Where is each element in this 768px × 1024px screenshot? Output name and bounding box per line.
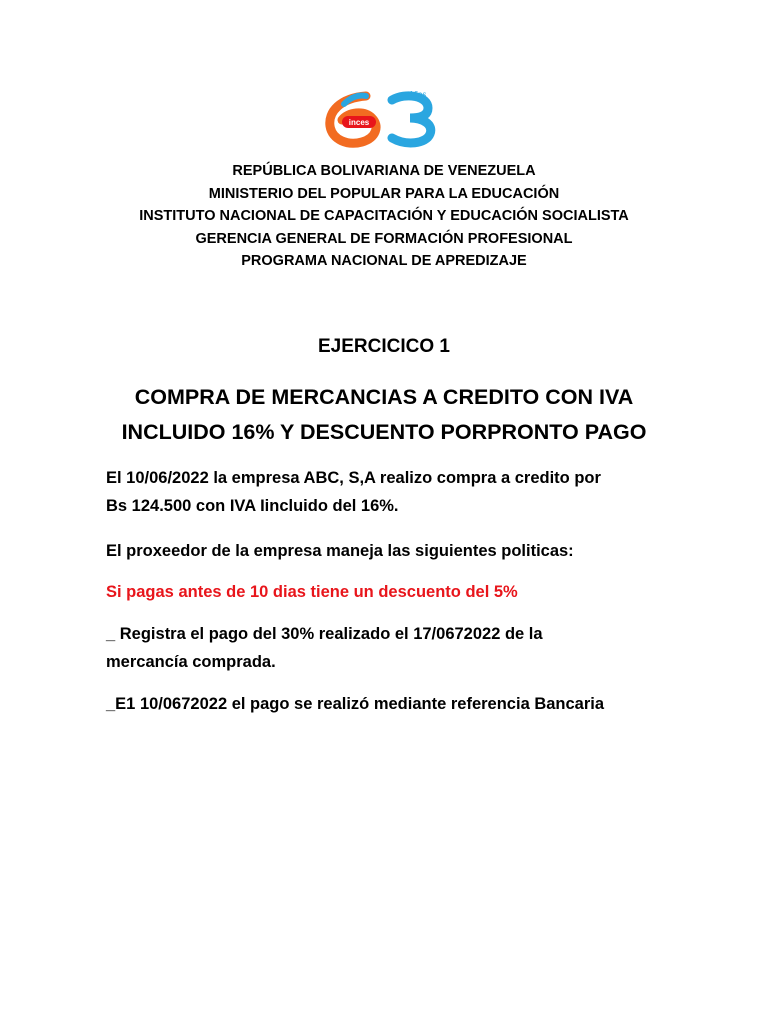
- paragraph-purchase-line-1: El 10/06/2022 la empresa ABC, S,A realizo compra a credito por: [106, 469, 601, 487]
- paragraph-register-line-1: _ Registra el pago del 30% realizado el 17/0672022 de la: [106, 625, 543, 643]
- paragraph-bank-reference: _E1 10/0672022 el pago se realizó mediante referencia Bancaria: [106, 695, 605, 713]
- inces-63-logo: [322, 88, 446, 148]
- logo-caption-text: Años: [408, 90, 427, 99]
- paragraph-supplier-policy: El proxeedor de la empresa maneja las siguientes politicas:: [106, 542, 574, 560]
- header-line-ministry: MINISTERIO DEL POPULAR PARA LA EDUCACIÓN: [208, 185, 560, 202]
- header-line-republic: REPÚBLICA BOLIVARIANA DE VENEZUELA: [232, 163, 536, 179]
- paragraph-register-payment: [106, 620, 706, 676]
- logo-brand-text: inces: [348, 118, 370, 127]
- exercise-subtitle: [0, 380, 768, 450]
- header-line-program: PROGRAMA NACIONAL DE APREDIZAJE: [241, 253, 527, 269]
- exercise-title: EJERCICICO 1: [318, 336, 450, 357]
- header-line-institute: INSTITUTO NACIONAL DE CAPACITACIÓN Y EDUCACIÓN SOCIALISTA: [139, 208, 629, 224]
- header-line-management: GERENCIA GENERAL DE FORMACIÓN PROFESIONAL: [195, 230, 573, 247]
- paragraph-register-line-2: mercancía comprada.: [106, 653, 276, 671]
- subtitle-line-1: COMPRA DE MERCANCIAS A CREDITO CON IVA: [134, 385, 634, 409]
- paragraph-purchase: [106, 464, 706, 520]
- subtitle-line-2: INCLUIDO 16% Y DESCUENTO PORPRONTO PAGO: [121, 420, 647, 444]
- paragraph-discount-policy: Si pagas antes de 10 dias tiene un descuento del 5%: [106, 583, 518, 601]
- institution-header: [0, 160, 768, 273]
- paragraph-purchase-line-2: Bs 124.500 con IVA Iincluido del 16%.: [106, 497, 399, 515]
